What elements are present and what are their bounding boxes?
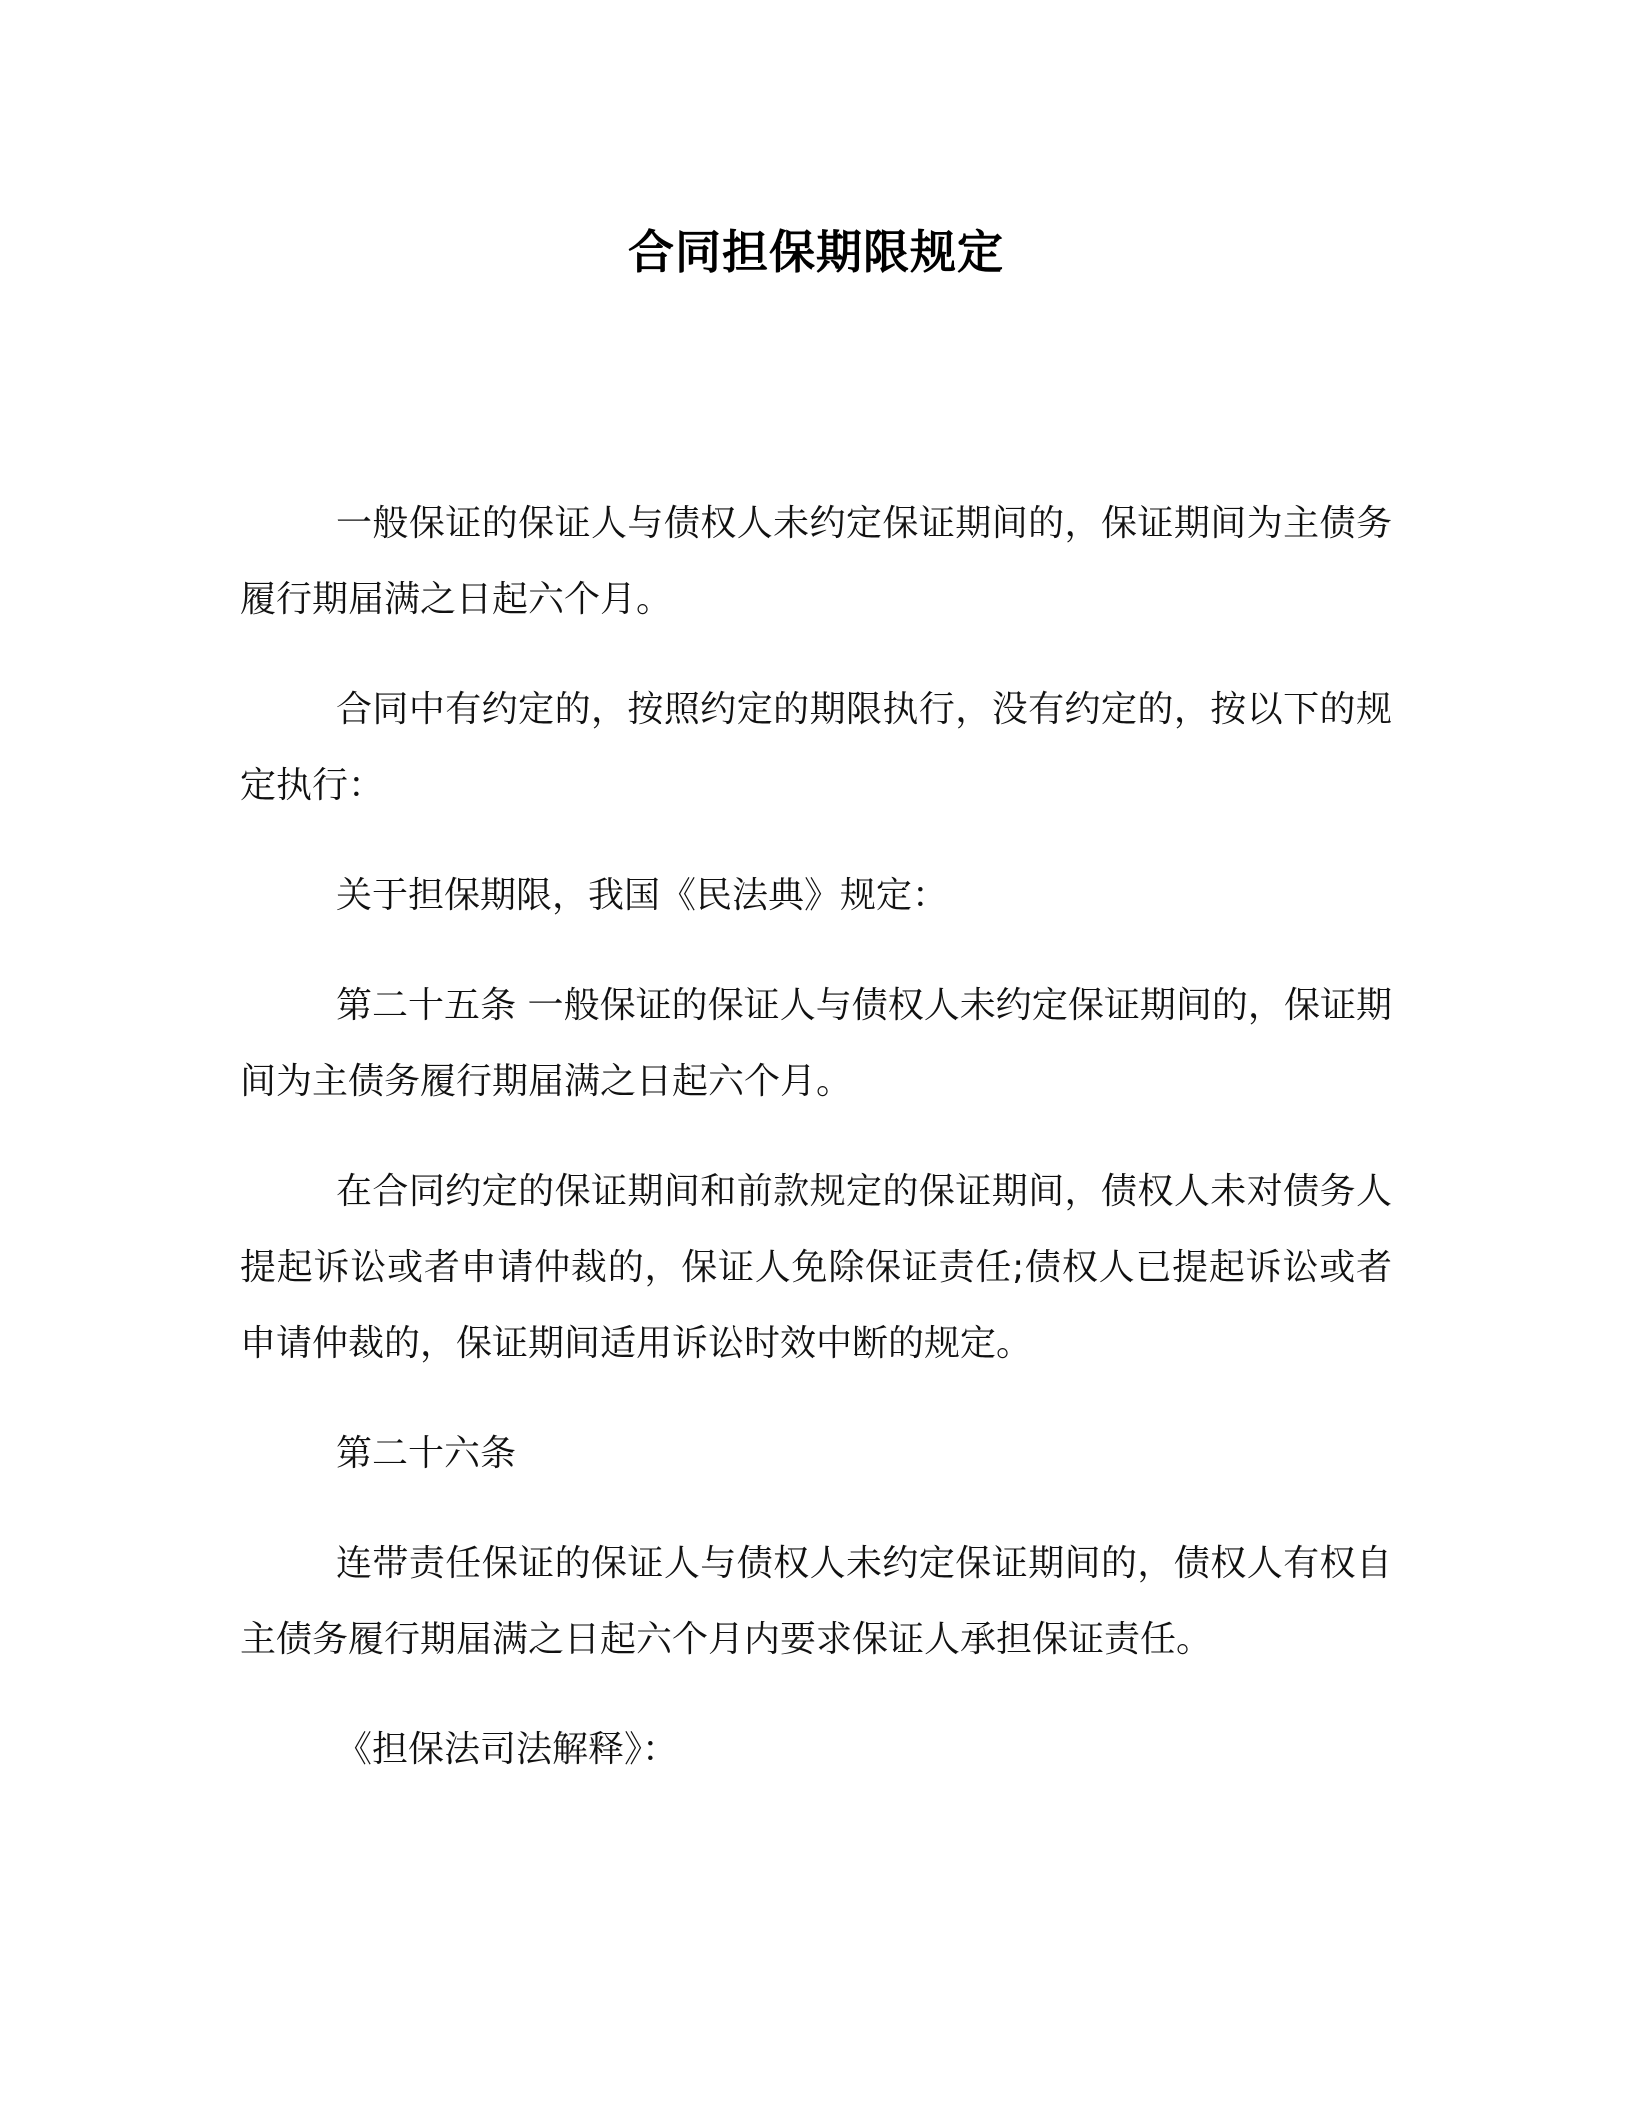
paragraph-article-26-heading: 第二十六条 xyxy=(336,1433,517,1474)
paragraph-general-guarantee-period: 一般保证的保证人与债权人未约定保证期间的，保证期间为主债务履行期届满之日起六个月。 xyxy=(240,503,1392,620)
paragraph-article-26: 连带责任保证的保证人与债权人未约定保证期间的，债权人有权自主债务履行期届满之日起六个月内要求保证人承担保证责任。 xyxy=(240,1543,1392,1660)
paragraph-civil-code-intro: 关于担保期限，我国《民法典》规定： xyxy=(336,875,949,916)
paragraph-judicial-interpretation-heading: 《担保法司法解释》： xyxy=(336,1729,679,1770)
paragraph-article-25-clause-2: 在合同约定的保证期间和前款规定的保证期间，债权人未对债务人提起诉讼或者申请仲裁的，保证人免除保证责任;债权人已提起诉讼或者申请仲裁的，保证期间适用诉讼时效中断的规定。 xyxy=(240,1171,1392,1364)
paragraph-contract-agreement: 合同中有约定的，按照约定的期限执行，没有约定的，按以下的规定执行： xyxy=(240,689,1392,806)
document-title: 合同担保期限规定 xyxy=(628,225,1004,279)
document-body xyxy=(240,486,1392,1822)
paragraph-article-25: 第二十五条 一般保证的保证人与债权人未约定保证期间的，保证期间为主债务履行期届满之日起六个月。 xyxy=(240,985,1392,1102)
